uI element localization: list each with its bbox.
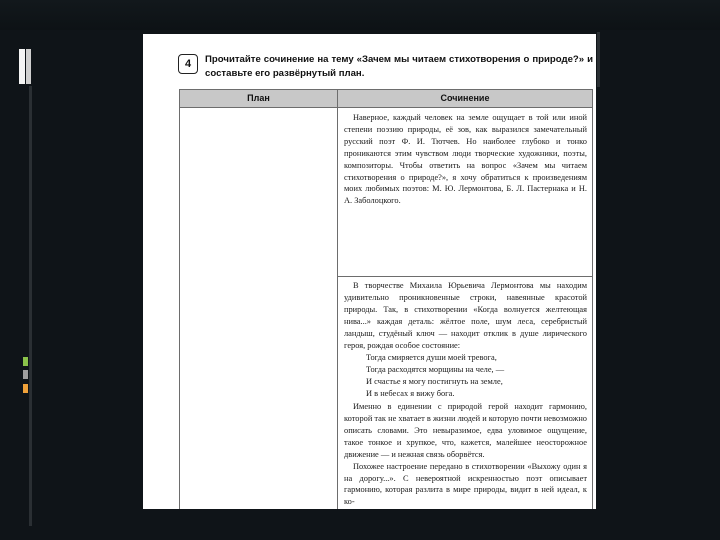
header-essay: Сочинение	[440, 93, 490, 103]
row-divider	[338, 276, 592, 277]
plan-essay-table	[179, 89, 593, 509]
essay-paragraph-road: Похожее настроение передано в стихотворении «Выхожу один я на дорогу...». С невероятной искренностью поэт описывает гармонию, которая разлита в мире природы, видит в ней идеал, к ко-	[344, 461, 587, 507]
essay-block-1	[344, 112, 587, 207]
header-plan: План	[247, 93, 270, 103]
column-divider	[337, 90, 338, 509]
task-number-badge: 4	[178, 54, 198, 74]
decor-bar-top-left-2	[26, 49, 31, 84]
slide-top-band	[0, 0, 720, 30]
decor-bar-right-top	[597, 32, 600, 87]
essay-paragraph-harmony: Именно в единении с природой герой находит гармонию, которой так не хватает в жизни людей и которую почти невозможно описать словами. Это невыразимое, едва уловимое ощущение, такое тонкое и хрупкое, что, кажется, малейшее неосторожное движение — и нежная связь оборвётся.	[344, 402, 587, 459]
poem-line: И счастье я могу постигнуть на земле,	[366, 377, 503, 387]
poem-line: Тогда расходятся морщины на челе, —	[366, 365, 505, 375]
essay-paragraph-intro: Наверное, каждый человек на земле ощущает в той или иной степени поэзию природы, её зов, как выразился замечательный русский поэт Ф. И. Тютчев. Но наиболее глубоко и тонко проникаются этим чувством люди творческие художники, поэты, композиторы. Чтобы ответить на вопрос «Зачем мы читаем стихотворения о природе?», я хочу обратиться к произведениям моих любимых поэтов: М. Ю. Лермонтова, Б. Л. Пастернака и Н. А. Заболоцкого.	[344, 113, 587, 206]
essay-block-2	[344, 280, 587, 508]
poem-line: Тогда смиряется души моей тревога,	[366, 353, 497, 363]
textbook-page	[143, 34, 596, 509]
accent-orange	[23, 384, 28, 393]
decor-bar-left-long	[29, 86, 32, 526]
task-instruction: Прочитайте сочинение на тему «Зачем мы читаем стихотворения о природе?» и составьте его развёрнутый план.	[205, 54, 593, 79]
poem-line: И в небесах я вижу бога.	[366, 389, 455, 399]
table-header	[180, 90, 592, 108]
accent-grey	[23, 370, 28, 379]
poem-quote	[366, 352, 587, 400]
decor-bar-top-left	[19, 49, 25, 84]
essay-paragraph-lermontov: В творчестве Михаила Юрьевича Лермонтова мы находим удивительно проникновенные строки, навеянные красотой природы. Так, в стихотворении «Когда волнуется желтеющая нива...» каждая деталь: жёлтое поле, шум леса, серебристый ландыш, студёный ключ — находит отклик в душе лирического героя, рождая особое состояние:	[344, 281, 587, 350]
accent-green	[23, 357, 28, 366]
